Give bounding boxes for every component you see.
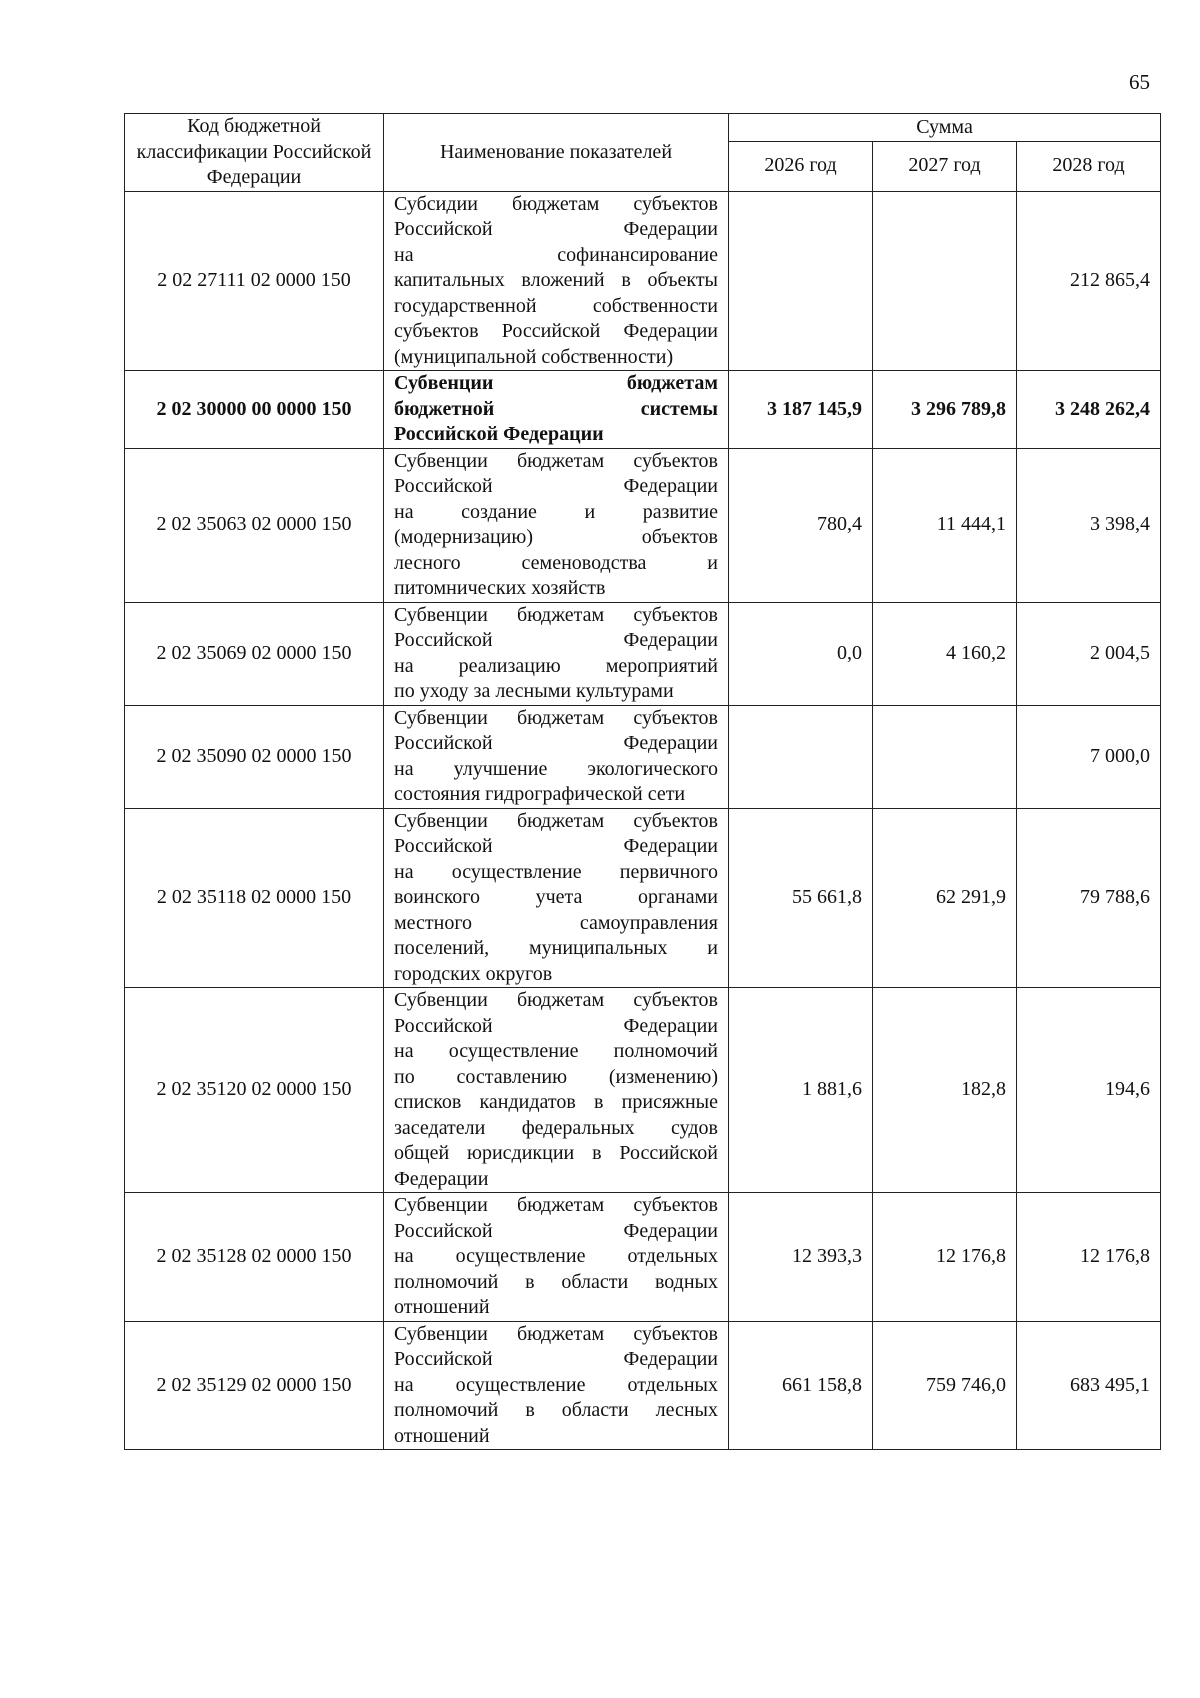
table-row: [125, 988, 1161, 1193]
row-name-line: Российской Федерации: [394, 475, 718, 497]
row-name-line: Субвенции бюджетам субъектов: [394, 449, 718, 472]
row-name-line: Субвенции бюджетам: [394, 372, 718, 394]
row-name-line: отношений: [394, 1296, 490, 1318]
row-name-line: заседатели федеральных судов: [394, 1116, 718, 1139]
row-name-line: на реализацию мероприятий: [394, 654, 718, 677]
table-row: [125, 705, 1161, 808]
row-amount-2026: [729, 191, 873, 371]
row-name-line: полномочий в области лесных: [394, 1399, 718, 1421]
row-name-line: Субвенции бюджетам субъектов: [394, 1322, 718, 1345]
row-amount-2028: 7 000,0: [1017, 705, 1161, 808]
row-name-line: Федерации: [394, 1167, 489, 1190]
row-name-line: поселений, муниципальных и: [394, 937, 718, 959]
row-name-line: Субвенции бюджетам субъектов: [394, 1194, 718, 1216]
row-name-line: на улучшение экологического: [394, 757, 718, 780]
row-amount-2027: 182,8: [873, 988, 1017, 1193]
row-name-line: на осуществление отдельных: [394, 1373, 718, 1396]
row-amount-2028: 194,6: [1017, 988, 1161, 1193]
row-name-line: на осуществление отдельных: [394, 1245, 718, 1267]
row-name-line: (модернизацию) объектов: [394, 526, 718, 548]
table-row: [125, 191, 1161, 371]
row-amount-2027: 62 291,9: [873, 808, 1017, 988]
row-amount-2026: 780,4: [729, 448, 873, 602]
row-name-line: на софинансирование: [394, 243, 718, 266]
row-name-line: по уходу за лесными культурами: [394, 680, 674, 702]
row-name-line: Субвенции бюджетам субъектов: [394, 603, 718, 626]
row-code: 2 02 30000 00 0000 150: [125, 371, 384, 449]
row-code: 2 02 35129 02 0000 150: [125, 1321, 384, 1450]
row-amount-2026: [729, 705, 873, 808]
row-name-line: общей юрисдикции в Российской: [394, 1142, 718, 1164]
row-name-line: по составлению (изменению): [394, 1065, 718, 1088]
row-name: [384, 988, 729, 1193]
row-name-line: Российской Федерации: [394, 629, 718, 651]
row-name-line: государственной собственности: [394, 294, 718, 317]
table-row: [125, 1193, 1161, 1322]
header-code: Код бюджетной классификации Российской Федерации: [125, 114, 384, 192]
row-amount-2026: 0,0: [729, 602, 873, 705]
row-name-line: питомнических хозяйств: [394, 577, 606, 599]
row-amount-2027: 11 444,1: [873, 448, 1017, 602]
row-name: [384, 448, 729, 602]
header-year-2026: 2026 год: [729, 141, 873, 191]
row-name-line: отношений: [394, 1424, 490, 1447]
row-name: [384, 371, 729, 449]
row-name-line: Российской Федерации: [394, 835, 718, 857]
row-name-line: Субвенции бюджетам субъектов: [394, 706, 718, 729]
row-name-line: Российской Федерации: [394, 1348, 718, 1370]
row-amount-2026: 3 187 145,9: [729, 371, 873, 449]
row-name-line: состояния гидрографической сети: [394, 783, 686, 805]
row-name-line: Российской Федерации: [394, 1014, 718, 1037]
row-name-line: на осуществление полномочий: [394, 1040, 718, 1062]
row-name-line: на создание и развитие: [394, 500, 718, 523]
row-name: [384, 1321, 729, 1450]
row-name-line: Субвенции бюджетам субъектов: [394, 809, 718, 832]
row-name-line: (муниципальной собственности): [394, 345, 674, 368]
table-header-row: [125, 114, 1161, 142]
row-amount-2027: 12 176,8: [873, 1193, 1017, 1322]
row-name-line: списков кандидатов в присяжные: [394, 1091, 718, 1113]
table-body: [125, 191, 1161, 1450]
row-name-line: Российской Федерации: [394, 732, 718, 754]
row-amount-2028: 3 248 262,4: [1017, 371, 1161, 449]
page-number: 65: [1129, 70, 1150, 94]
row-amount-2028: 2 004,5: [1017, 602, 1161, 705]
row-name-line: Субсидии бюджетам субъектов: [394, 192, 718, 215]
row-name-line: Российской Федерации: [394, 423, 604, 445]
row-name-line: воинского учета органами: [394, 886, 718, 908]
row-name-line: бюджетной системы: [394, 397, 718, 420]
header-year-2027: 2027 год: [873, 141, 1017, 191]
row-name-line: Субвенции бюджетам субъектов: [394, 989, 718, 1011]
row-amount-2028: 12 176,8: [1017, 1193, 1161, 1322]
row-code: 2 02 35069 02 0000 150: [125, 602, 384, 705]
table-row: [125, 602, 1161, 705]
row-name-line: на осуществление первичного: [394, 860, 718, 883]
row-amount-2026: 12 393,3: [729, 1193, 873, 1322]
table-row: [125, 808, 1161, 988]
row-code: 2 02 35063 02 0000 150: [125, 448, 384, 602]
header-sum: Сумма: [729, 114, 1161, 142]
row-code: 2 02 35128 02 0000 150: [125, 1193, 384, 1322]
row-name-line: лесного семеноводства и: [394, 551, 718, 574]
row-amount-2026: 661 158,8: [729, 1321, 873, 1450]
row-name-line: полномочий в области водных: [394, 1270, 718, 1293]
row-amount-2027: [873, 191, 1017, 371]
row-name: [384, 602, 729, 705]
row-amount-2028: 683 495,1: [1017, 1321, 1161, 1450]
row-amount-2028: 212 865,4: [1017, 191, 1161, 371]
row-name-line: Российской Федерации: [394, 1219, 718, 1242]
row-name-line: местного самоуправления: [394, 911, 718, 934]
row-name: [384, 1193, 729, 1322]
row-amount-2028: 79 788,6: [1017, 808, 1161, 988]
row-name: [384, 808, 729, 988]
row-amount-2027: 3 296 789,8: [873, 371, 1017, 449]
row-name-line: субъектов Российской Федерации: [394, 320, 718, 342]
row-amount-2026: 55 661,8: [729, 808, 873, 988]
row-amount-2026: 1 881,6: [729, 988, 873, 1193]
row-code: 2 02 35120 02 0000 150: [125, 988, 384, 1193]
row-code: 2 02 35090 02 0000 150: [125, 705, 384, 808]
row-name-line: Российской Федерации: [394, 218, 718, 240]
row-amount-2028: 3 398,4: [1017, 448, 1161, 602]
row-amount-2027: 4 160,2: [873, 602, 1017, 705]
row-name-line: капитальных вложений в объекты: [394, 269, 718, 291]
budget-table: [124, 113, 1161, 1450]
header-year-2028: 2028 год: [1017, 141, 1161, 191]
row-amount-2027: [873, 705, 1017, 808]
row-code: 2 02 27111 02 0000 150: [125, 191, 384, 371]
table-row: [125, 371, 1161, 449]
table-row: [125, 1321, 1161, 1450]
row-code: 2 02 35118 02 0000 150: [125, 808, 384, 988]
row-amount-2027: 759 746,0: [873, 1321, 1017, 1450]
row-name-line: городских округов: [394, 962, 553, 985]
table-row: [125, 448, 1161, 602]
header-name: Наименование показателей: [384, 114, 729, 192]
row-name: [384, 191, 729, 371]
row-name: [384, 705, 729, 808]
